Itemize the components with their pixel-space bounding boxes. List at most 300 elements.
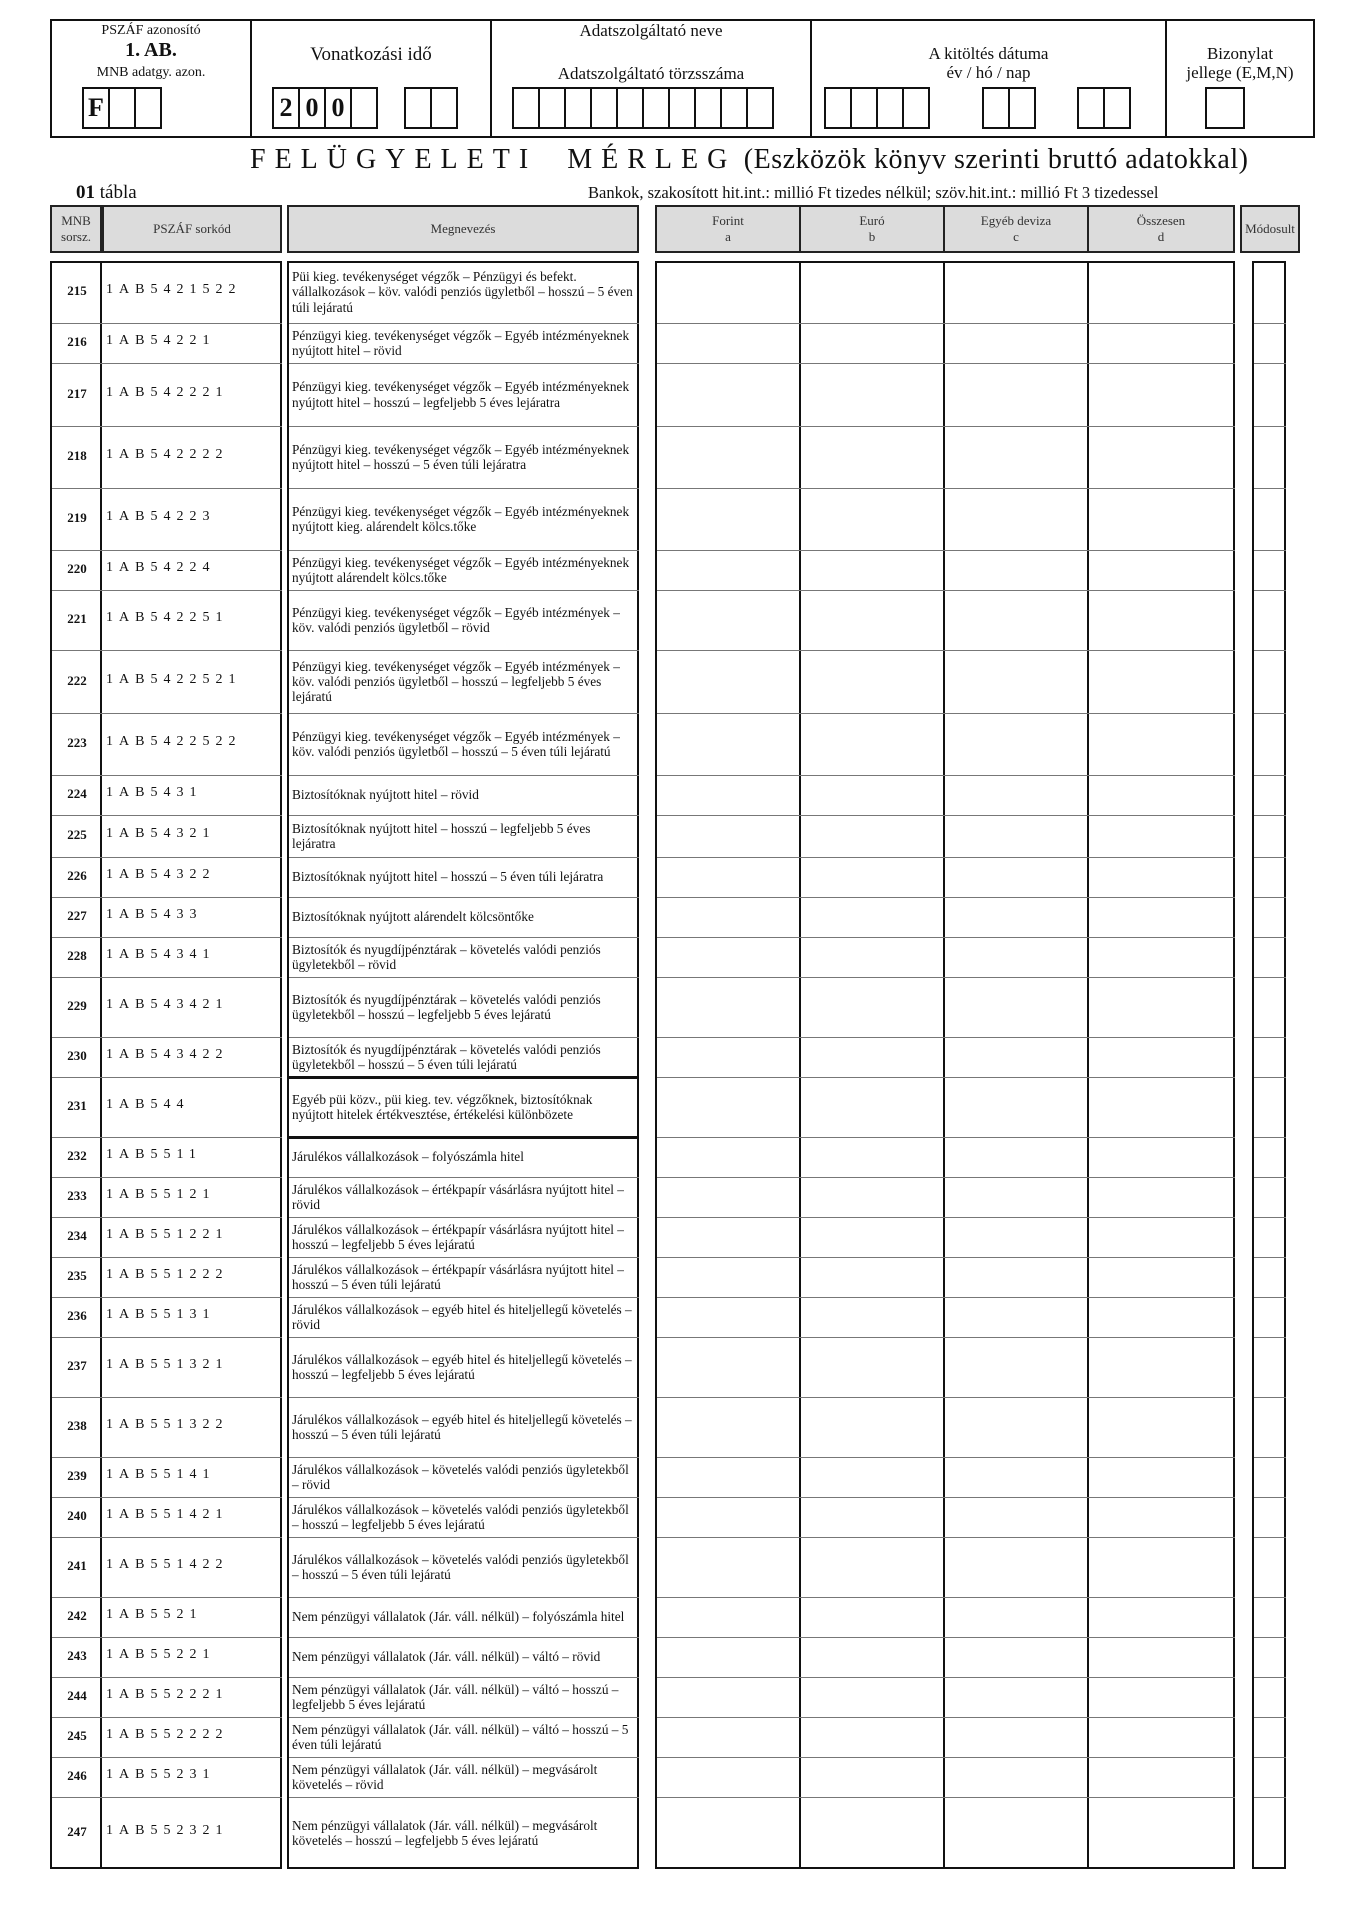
date-cell[interactable]	[982, 87, 1010, 129]
row-code: 1AB55141	[106, 1467, 216, 1482]
row-divider	[102, 550, 282, 551]
value-cell[interactable]	[801, 858, 943, 896]
form-cell[interactable]	[134, 87, 162, 129]
period-box	[250, 19, 490, 138]
row-name: Járulékos vállalkozások – követelés valódi penziós ügyletekből – hosszú – legfeljebb 5 éves lejáratú	[292, 1501, 629, 1532]
value-cell[interactable]	[1089, 364, 1235, 425]
row-code: 1AB542222	[106, 447, 229, 462]
reg-cell[interactable]	[564, 87, 592, 129]
reg-cell[interactable]	[720, 87, 748, 129]
value-cell[interactable]	[1089, 551, 1235, 589]
value-cell[interactable]	[945, 262, 1087, 322]
thick-separator	[287, 1136, 639, 1139]
row-name: Pénzügyi kieg. tevékenységet végzők – Egyéb intézményeknek nyújtott hitel – hosszú – legfeljebb 5 éves lejáratra	[292, 379, 630, 410]
row-divider	[52, 323, 102, 324]
value-cell[interactable]	[1254, 1138, 1284, 1176]
row-divider	[289, 1757, 639, 1758]
table-word: tábla	[99, 182, 137, 203]
value-cell[interactable]	[1089, 1298, 1235, 1336]
form-cell[interactable]: F	[82, 87, 110, 129]
value-cell[interactable]	[1254, 898, 1284, 936]
row-divider	[102, 1217, 282, 1218]
value-cell[interactable]	[801, 938, 943, 976]
value-cell[interactable]	[1089, 858, 1235, 896]
row-divider	[102, 1257, 282, 1258]
value-cell[interactable]	[1254, 776, 1284, 814]
value-cell[interactable]	[801, 262, 943, 322]
row-divider	[52, 1337, 102, 1338]
value-cell[interactable]	[801, 1458, 943, 1496]
value-cell[interactable]	[801, 1218, 943, 1256]
reg-cell[interactable]	[668, 87, 696, 129]
value-cell[interactable]	[1089, 1178, 1235, 1216]
value-cell[interactable]	[945, 1678, 1087, 1716]
value-cell[interactable]	[945, 1178, 1087, 1216]
col-modified-header: Módosult	[1240, 205, 1300, 253]
row-number: 217	[67, 385, 87, 401]
row-name: Járulékos vállalkozások – folyószámla hitel	[292, 1149, 524, 1165]
value-cell[interactable]	[801, 1758, 943, 1796]
value-cell[interactable]	[945, 858, 1087, 896]
reg-cell[interactable]	[590, 87, 618, 129]
row-divider	[289, 897, 639, 898]
value-cell[interactable]	[801, 1038, 943, 1076]
row-divider	[289, 1297, 639, 1298]
value-cell[interactable]	[1254, 1398, 1284, 1456]
value-cell[interactable]	[1089, 1398, 1235, 1456]
value-cell[interactable]	[801, 1078, 943, 1136]
value-cell[interactable]	[801, 1638, 943, 1676]
row-divider	[52, 1397, 102, 1398]
value-cell[interactable]	[1254, 489, 1284, 549]
value-cell[interactable]	[1254, 1038, 1284, 1076]
row-name: Nem pénzügyi vállalatok (Jár. váll. nélkül) – megvásárolt követelés – rövid	[292, 1761, 598, 1792]
value-cell[interactable]	[657, 816, 799, 856]
value-cell[interactable]	[801, 489, 943, 549]
value-cell[interactable]	[1254, 1258, 1284, 1296]
value-cell[interactable]	[801, 816, 943, 856]
value-cell[interactable]	[1089, 1078, 1235, 1136]
row-divider	[289, 815, 639, 816]
row-number: 242	[67, 1608, 87, 1623]
value-cell[interactable]	[657, 1298, 799, 1336]
value-cell[interactable]	[1254, 651, 1284, 712]
row-divider	[52, 857, 102, 858]
period-cell[interactable]	[404, 87, 432, 129]
row-divider	[102, 363, 282, 364]
value-cell[interactable]	[657, 714, 799, 774]
row-code: 1AB543421	[106, 997, 229, 1012]
value-cell[interactable]	[801, 324, 943, 362]
row-code: 1AB54322	[106, 867, 216, 882]
row-code: 1AB5433	[106, 907, 203, 922]
doc-type-box	[1165, 19, 1315, 138]
value-cell[interactable]	[1254, 1498, 1284, 1536]
col-total-header	[1087, 205, 1235, 253]
value-cell[interactable]	[1254, 1338, 1284, 1396]
row-divider	[52, 1457, 102, 1458]
reg-cell[interactable]	[538, 87, 566, 129]
value-cell[interactable]	[1089, 978, 1235, 1036]
provider-reg-label: Adatszolgáltató törzsszáma	[557, 64, 745, 83]
col-euro-letter: b	[868, 229, 876, 244]
row-divider	[102, 650, 282, 651]
value-cell[interactable]	[657, 1398, 799, 1456]
title-word-1: FELÜGYELETI	[250, 144, 538, 175]
value-cell[interactable]	[1089, 489, 1235, 549]
value-cell[interactable]	[657, 1078, 799, 1136]
value-cell[interactable]	[657, 1538, 799, 1596]
row-number: 222	[67, 672, 87, 688]
doc-type-sub: jellege (E,M,N)	[1186, 63, 1294, 82]
value-cell[interactable]	[657, 324, 799, 362]
value-cell[interactable]	[1089, 816, 1235, 856]
value-cell[interactable]	[1089, 591, 1235, 649]
date-cell[interactable]	[850, 87, 878, 129]
date-cell[interactable]	[824, 87, 852, 129]
row-number: 231	[67, 1098, 87, 1113]
row-number: 227	[67, 908, 87, 923]
value-cell[interactable]	[1254, 1458, 1284, 1496]
value-cell[interactable]	[657, 1178, 799, 1216]
value-cell[interactable]	[945, 651, 1087, 712]
value-cell[interactable]	[657, 776, 799, 814]
value-cell[interactable]	[1089, 1638, 1235, 1676]
row-number: 226	[67, 868, 87, 883]
row-name: Pénzügyi kieg. tevékenységet végzők – Egyéb intézmények – köv. valódi penziós ügyletből – hosszú – 5 éven túli lejáratú	[292, 728, 620, 759]
value-cell[interactable]	[1254, 262, 1284, 322]
row-divider	[102, 1077, 282, 1078]
reg-cell[interactable]	[512, 87, 540, 129]
col-forint-letter: a	[725, 229, 731, 244]
value-cell[interactable]	[945, 978, 1087, 1036]
value-cell[interactable]	[801, 651, 943, 712]
row-divider	[289, 1217, 639, 1218]
row-divider	[102, 1397, 282, 1398]
value-cell[interactable]	[1254, 1598, 1284, 1636]
value-cell[interactable]	[1089, 938, 1235, 976]
value-cell[interactable]	[945, 1258, 1087, 1296]
value-cell[interactable]	[1254, 938, 1284, 976]
row-name: Nem pénzügyi vállalatok (Jár. váll. nélkül) – váltó – hosszú – 5 éven túli lejáratú	[292, 1721, 629, 1752]
row-divider	[102, 1757, 282, 1758]
value-cell[interactable]	[945, 1458, 1087, 1496]
value-cell[interactable]	[1254, 1178, 1284, 1216]
row-divider	[102, 1137, 282, 1138]
value-cell[interactable]	[945, 324, 1087, 362]
value-cell[interactable]	[1254, 1758, 1284, 1796]
value-cell[interactable]	[945, 1538, 1087, 1596]
value-cell[interactable]	[1089, 1758, 1235, 1796]
pszaf-id-label: PSZÁF azonosító	[101, 23, 201, 38]
value-cell[interactable]	[1089, 262, 1235, 322]
row-divider	[52, 363, 102, 364]
value-cell[interactable]	[1089, 1458, 1235, 1496]
value-cell[interactable]	[945, 1718, 1087, 1756]
value-cell[interactable]	[945, 714, 1087, 774]
value-cell[interactable]	[1254, 1678, 1284, 1716]
value-cell[interactable]	[657, 1758, 799, 1796]
period-cell[interactable]: 2	[272, 87, 300, 129]
form-cell[interactable]	[108, 87, 136, 129]
value-cell[interactable]	[945, 1498, 1087, 1536]
row-code: 1AB551322	[106, 1417, 229, 1432]
row-divider	[289, 1177, 639, 1178]
value-cell[interactable]	[657, 1498, 799, 1536]
value-cell[interactable]	[1089, 427, 1235, 487]
value-cell[interactable]	[1089, 1258, 1235, 1296]
period-cell[interactable]	[350, 87, 378, 129]
value-cell[interactable]	[945, 1338, 1087, 1396]
value-cell[interactable]	[945, 938, 1087, 976]
provider-name-label: Adatszolgáltató neve	[579, 21, 723, 40]
row-number: 245	[67, 1728, 87, 1743]
value-cell[interactable]	[945, 1598, 1087, 1636]
value-cell[interactable]	[945, 591, 1087, 649]
row-divider	[102, 897, 282, 898]
date-cell[interactable]	[1008, 87, 1036, 129]
reg-cell[interactable]	[694, 87, 722, 129]
row-divider	[52, 1177, 102, 1178]
value-cell[interactable]	[801, 364, 943, 425]
value-cell[interactable]	[1254, 816, 1284, 856]
row-number: 228	[67, 948, 87, 963]
value-cell[interactable]	[657, 978, 799, 1036]
value-cell[interactable]	[1254, 1798, 1284, 1868]
value-cell[interactable]	[1089, 1498, 1235, 1536]
row-divider	[289, 1457, 639, 1458]
row-divider	[102, 1597, 282, 1598]
value-cell[interactable]	[1254, 324, 1284, 362]
value-cell[interactable]	[1254, 978, 1284, 1036]
reg-cell[interactable]	[642, 87, 670, 129]
doc-type-cell[interactable]	[1205, 87, 1245, 129]
value-cell[interactable]	[657, 858, 799, 896]
row-name: Járulékos vállalkozások – követelés valódi penziós ügyletekből – hosszú – 5 éven túli lejáratú	[292, 1551, 629, 1582]
value-cell[interactable]	[657, 591, 799, 649]
value-cell[interactable]	[945, 1038, 1087, 1076]
value-cell[interactable]	[657, 489, 799, 549]
value-cell[interactable]	[1089, 1718, 1235, 1756]
value-cell[interactable]	[801, 1178, 943, 1216]
row-divider	[52, 1537, 102, 1538]
value-cell[interactable]	[801, 1718, 943, 1756]
row-name: Nem pénzügyi vállalatok (Jár. váll. nélkül) – folyószámla hitel	[292, 1609, 625, 1625]
value-cell[interactable]	[1089, 714, 1235, 774]
row-number: 230	[67, 1048, 87, 1063]
value-cell[interactable]	[945, 1218, 1087, 1256]
value-cell[interactable]	[801, 427, 943, 487]
value-cell[interactable]	[801, 1538, 943, 1596]
value-cell[interactable]	[1089, 1338, 1235, 1396]
provider-box	[490, 19, 810, 138]
value-cell[interactable]	[801, 776, 943, 814]
row-number: 238	[67, 1418, 87, 1433]
value-cell[interactable]	[945, 1078, 1087, 1136]
value-cell[interactable]	[1089, 651, 1235, 712]
row-divider	[52, 426, 102, 427]
value-cell[interactable]	[1089, 1538, 1235, 1596]
row-name: Pénzügyi kieg. tevékenységet végzők – Egyéb intézményeknek nyújtott hitel – hosszú – 5 éven túli lejáratra	[292, 441, 630, 472]
reg-cell[interactable]	[616, 87, 644, 129]
row-number: 220	[67, 561, 87, 576]
row-divider	[52, 488, 102, 489]
value-cell[interactable]	[801, 591, 943, 649]
row-divider	[102, 713, 282, 714]
row-name: Pénzügyi kieg. tevékenységet végzők – Egyéb intézményeknek nyújtott alárendelt kölcs.tőke	[292, 554, 630, 585]
row-divider	[289, 1497, 639, 1498]
value-cell[interactable]	[945, 1758, 1087, 1796]
value-cell[interactable]	[1254, 858, 1284, 896]
value-cell[interactable]	[1254, 364, 1284, 425]
row-name: Járulékos vállalkozások – értékpapír vásárlásra nyújtott hitel – hosszú – legfeljebb 5 éves lejáratú	[292, 1221, 624, 1252]
date-cell[interactable]	[1103, 87, 1131, 129]
value-cell[interactable]	[1089, 1038, 1235, 1076]
value-cell[interactable]	[657, 364, 799, 425]
value-cell[interactable]	[801, 714, 943, 774]
row-divider	[289, 937, 639, 938]
col-name-header: Megnevezés	[287, 205, 639, 253]
value-cell[interactable]	[1254, 591, 1284, 649]
value-cell[interactable]	[801, 1258, 943, 1296]
value-cell[interactable]	[801, 1798, 943, 1868]
value-cell[interactable]	[945, 898, 1087, 936]
period-cell[interactable]: 0	[298, 87, 326, 129]
col-euro-header	[799, 205, 945, 253]
value-cell[interactable]	[1254, 1538, 1284, 1596]
row-divider	[289, 363, 639, 364]
value-cell[interactable]	[1254, 1718, 1284, 1756]
value-cell[interactable]	[1254, 427, 1284, 487]
value-cell[interactable]	[657, 1038, 799, 1076]
value-cell[interactable]	[801, 1398, 943, 1456]
row-number: 223	[67, 735, 87, 750]
value-cell[interactable]	[1089, 1218, 1235, 1256]
row-code: 1AB55121	[106, 1187, 216, 1202]
row-divider	[289, 1677, 639, 1678]
value-cell[interactable]	[1254, 1218, 1284, 1256]
value-cell[interactable]	[657, 1338, 799, 1396]
value-cell[interactable]	[1254, 714, 1284, 774]
value-cell[interactable]	[657, 262, 799, 322]
value-cell[interactable]	[1254, 1298, 1284, 1336]
units-note: Bankok, szakosított hit.int.: millió Ft tizedes nélkül; szöv.hit.int.: millió Ft 3 tizedessel	[588, 183, 1159, 202]
value-cell[interactable]	[945, 551, 1087, 589]
row-divider	[52, 1137, 102, 1138]
row-name: Biztosítóknak nyújtott alárendelt kölcsöntőke	[292, 909, 534, 925]
value-cell[interactable]	[657, 1638, 799, 1676]
row-divider	[102, 1297, 282, 1298]
value-cell[interactable]	[1254, 1638, 1284, 1676]
value-cell[interactable]	[657, 1258, 799, 1296]
date-cell[interactable]	[1077, 87, 1105, 129]
value-cell[interactable]	[1089, 898, 1235, 936]
value-cell[interactable]	[657, 651, 799, 712]
row-divider	[289, 1597, 639, 1598]
value-cell[interactable]	[945, 489, 1087, 549]
row-divider	[102, 775, 282, 776]
value-cell[interactable]	[657, 1598, 799, 1636]
value-cell[interactable]	[1089, 776, 1235, 814]
value-cell[interactable]	[1254, 1078, 1284, 1136]
date-cell[interactable]	[876, 87, 904, 129]
date-cell[interactable]	[902, 87, 930, 129]
row-divider	[289, 488, 639, 489]
value-cell[interactable]	[945, 1298, 1087, 1336]
value-cell[interactable]	[657, 427, 799, 487]
value-cell[interactable]	[1089, 1798, 1235, 1868]
row-divider	[102, 1637, 282, 1638]
row-divider	[289, 977, 639, 978]
value-cell[interactable]	[801, 1338, 943, 1396]
value-cell[interactable]	[945, 364, 1087, 425]
row-code: 1AB542221	[106, 384, 229, 400]
value-cell[interactable]	[1089, 1678, 1235, 1716]
value-cell[interactable]	[657, 1678, 799, 1716]
row-code: 1AB54221	[106, 333, 216, 348]
row-divider	[52, 1037, 102, 1038]
value-cell[interactable]	[801, 551, 943, 589]
row-number: 216	[67, 334, 87, 349]
period-cell[interactable]: 0	[324, 87, 352, 129]
value-cell[interactable]	[657, 551, 799, 589]
row-divider	[289, 1717, 639, 1718]
value-cell[interactable]	[945, 1398, 1087, 1456]
value-cell[interactable]	[657, 1218, 799, 1256]
row-number: 234	[67, 1228, 87, 1243]
row-divider	[289, 550, 639, 551]
form-code: 1. AB.	[125, 39, 177, 61]
value-cell[interactable]	[801, 1138, 943, 1176]
row-name: Nem pénzügyi vállalatok (Jár. váll. nélkül) – váltó – hosszú – legfeljebb 5 éves lejáratú	[292, 1681, 619, 1712]
value-cell[interactable]	[1089, 324, 1235, 362]
row-divider	[102, 1797, 282, 1798]
period-cell[interactable]	[430, 87, 458, 129]
value-cell[interactable]	[657, 898, 799, 936]
col-total-label: Összesen	[1136, 213, 1186, 228]
value-cell[interactable]	[945, 1798, 1087, 1868]
value-cell[interactable]	[1089, 1598, 1235, 1636]
value-cell[interactable]	[945, 1138, 1087, 1176]
value-cell[interactable]	[657, 1138, 799, 1176]
value-cell[interactable]	[945, 816, 1087, 856]
row-code: 1AB552321	[106, 1823, 229, 1838]
value-cell[interactable]	[801, 1598, 943, 1636]
value-cell[interactable]	[801, 1298, 943, 1336]
col-mnb-label2: sorsz.	[61, 229, 91, 244]
value-cell[interactable]	[945, 776, 1087, 814]
value-cell[interactable]	[801, 978, 943, 1036]
value-cell[interactable]	[657, 1798, 799, 1868]
value-cell[interactable]	[801, 1498, 943, 1536]
value-cell[interactable]	[945, 1638, 1087, 1676]
col-other-header	[943, 205, 1089, 253]
value-cell[interactable]	[657, 1718, 799, 1756]
value-cell[interactable]	[801, 898, 943, 936]
title-word-2: MÉRLEG	[567, 144, 737, 175]
period-cells-month	[404, 87, 456, 129]
row-number: 215	[67, 283, 87, 298]
row-divider	[52, 1077, 102, 1078]
row-number: 247	[67, 1824, 87, 1839]
value-cell[interactable]	[1089, 1138, 1235, 1176]
value-cell[interactable]	[801, 1678, 943, 1716]
value-cell[interactable]	[657, 938, 799, 976]
reg-cell[interactable]	[746, 87, 774, 129]
value-cell[interactable]	[1254, 551, 1284, 589]
value-cell[interactable]	[945, 427, 1087, 487]
value-cell[interactable]	[657, 1458, 799, 1496]
